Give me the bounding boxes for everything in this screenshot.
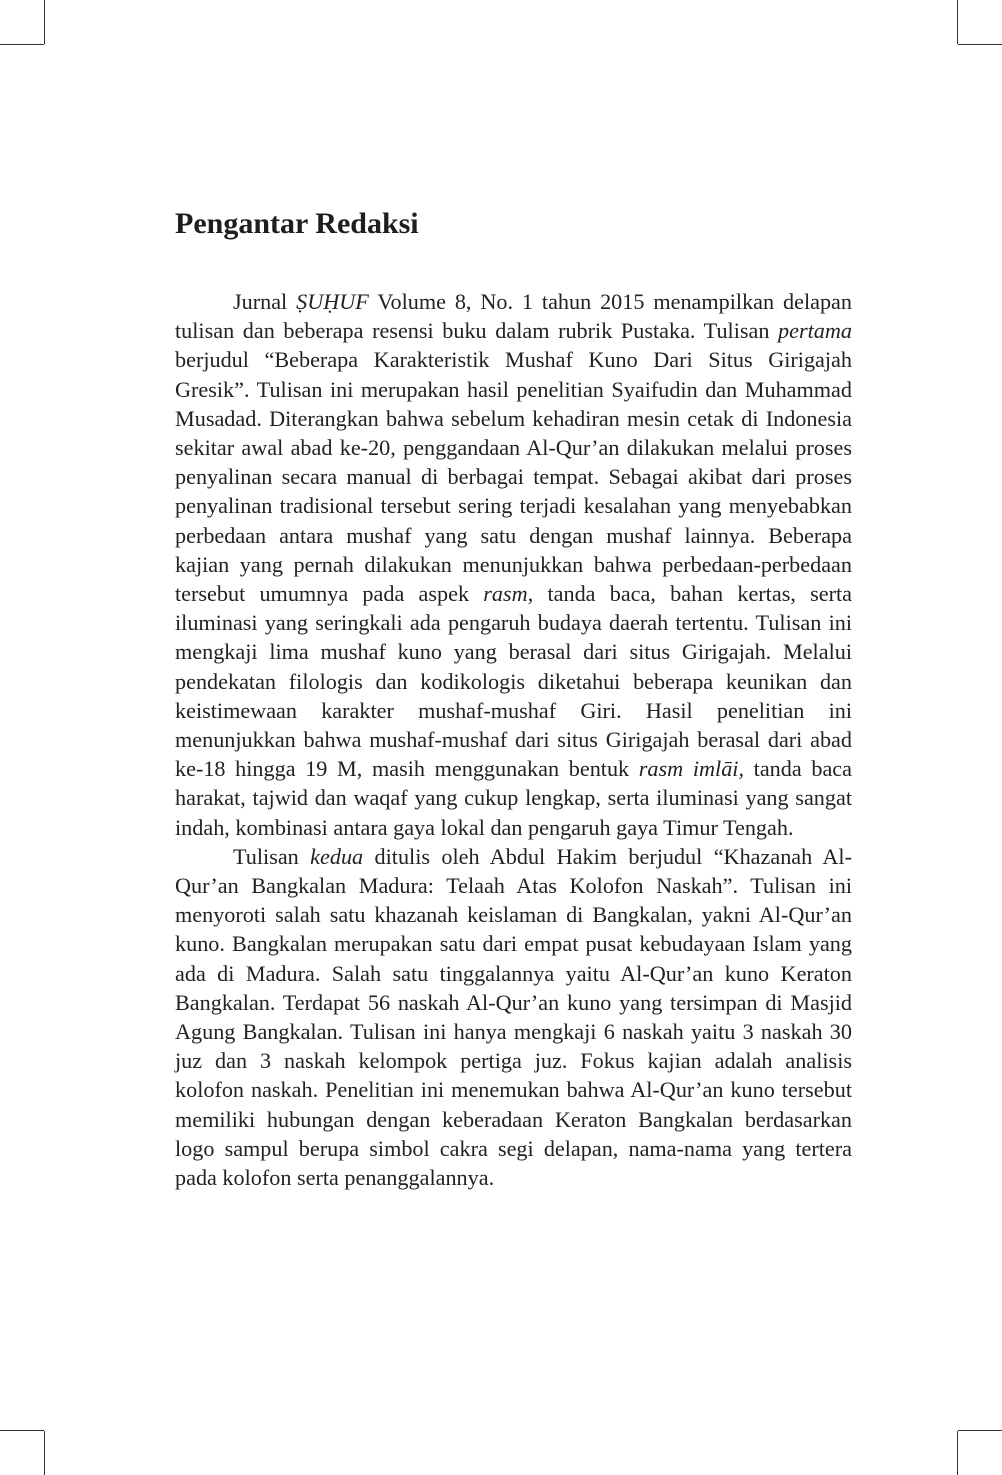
p1-italic-rasm-imlai: rasm imlāi, [638, 756, 744, 782]
crop-mark-top-left-v [44, 0, 45, 44]
p1-text-1: Jurnal [233, 289, 297, 314]
crop-mark-top-left-h [0, 44, 44, 45]
p2-text-2: ditulis oleh Abdul Hakim berjudul “Khazanah Al-Qur’an Bangkalan Madura: Telaah Atas Kolofon Naskah”. Tulisan ini menyoroti salah satu khazanah keislaman di Bangkalan, yakni Al-Qur’an kuno. Bangkalan merupakan satu dari empat pusat kebudayaan Islam yang ada di Madura. Salah satu tinggalannya yaitu Al-Qur’an kuno Keraton Bangkalan. Terdapat 56 naskah Al-Qur’an kuno yang tersimpan di Masjid Agung Bangkalan. Tulisan ini hanya mengkaji 6 naskah yaitu 3 naskah 30 juz dan 3 naskah kelompok pertiga juz. Fokus kajian adalah analisis kolofon naskah. Penelitian ini menemukan bahwa Al-Qur’an kuno tersebut memiliki hubungan dengan keberadaan Keraton Bangkalan berdasarkan logo sampul berupa simbol cakra segi delapan, nama-nama yang tertera pada kolofon serta penanggalannya. [175, 843, 852, 1191]
p1-text-3: berjudul “Beberapa Karakteristik Mushaf Kuno Dari Situs Girigajah Gresik”. Tulisan ini merupakan hasil penelitian Syaifudin dan Muhammad Musadad. Diterangkan bahwa sebelum kehadiran mesin cetak di Indonesia sekitar awal abad ke-20, penggandaan Al-Qur’an dilakukan melalui proses penyalinan secara manual di berbagai tempat. Sebagai akibat dari proses penyalinan tradisional tersebut sering terjadi kesalahan yang menyebabkan perbedaan antara mushaf yang satu dengan mushaf lainnya. Beberapa kajian yang pernah dilakukan menunjukkan bahwa perbedaan-perbedaan tersebut umumnya pada aspek [175, 347, 852, 607]
paragraph-2 [175, 842, 852, 1192]
journal-name: ṢUḤUF [296, 289, 369, 314]
crop-mark-top-right-h [958, 44, 1002, 45]
article-body [175, 287, 852, 1192]
p2-italic-kedua: kedua [310, 843, 364, 869]
page-title: Pengantar Redaksi [175, 207, 419, 240]
p1-text-5: tanda baca harakat, tajwid dan waqaf yang cukup lengkap, serta iluminasi yang sangat indah, kombinasi antara gaya lokal dan pengaruh gaya Timur Tengah. [175, 756, 852, 840]
paragraph-1 [175, 287, 852, 842]
crop-mark-bottom-left-h [0, 1430, 44, 1431]
crop-mark-top-right-v [957, 0, 958, 44]
crop-mark-bottom-right-v [957, 1431, 958, 1475]
p2-text-1: Tulisan [233, 843, 311, 869]
p1-italic-rasm: rasm [483, 581, 528, 607]
crop-mark-bottom-right-h [958, 1430, 1002, 1431]
crop-mark-bottom-left-v [44, 1431, 45, 1475]
p1-text-2: Volume 8, No. 1 tahun 2015 menampilkan delapan tulisan dan beberapa resensi buku dalam rubrik Pustaka. Tulisan [175, 289, 852, 344]
p1-italic-pertama: pertama [778, 318, 852, 344]
p1-text-4: , tanda baca, bahan kertas, serta iluminasi yang seringkali ada pengaruh budaya daerah tertentu. Tulisan ini mengkaji lima mushaf kuno yang berasal dari situs Girigajah. Melalui pendekatan filologis dan kodikologis diketahui beberapa keunikan dan keistimewaan karakter mushaf-mushaf Giri. Hasil penelitian ini menunjukkan bahwa mushaf-mushaf dari situs Girigajah berasal dari abad ke-18 hingga 19 M, masih menggunakan bentuk [175, 581, 852, 782]
